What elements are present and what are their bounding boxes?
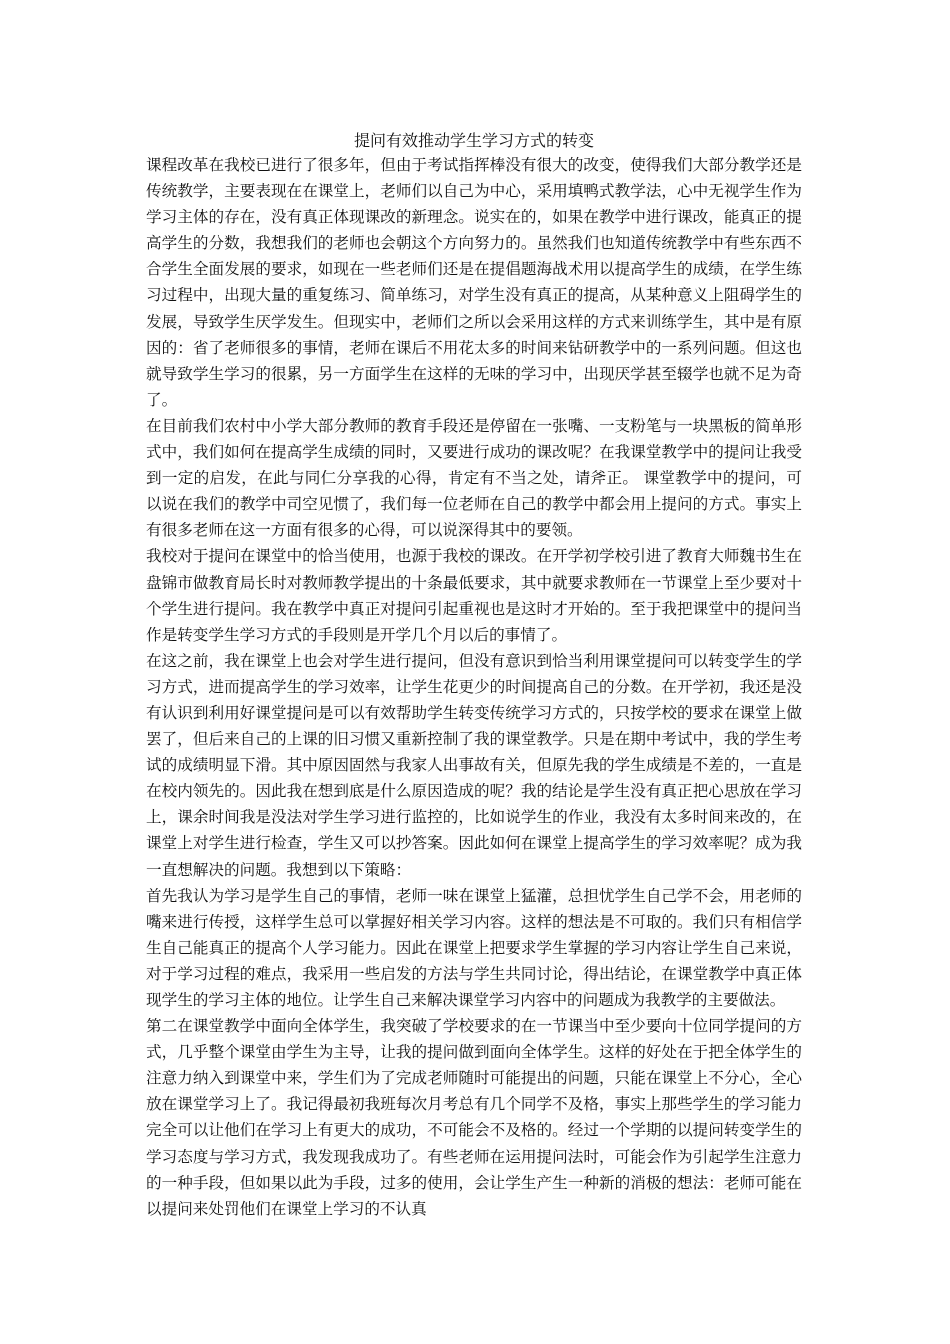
paragraph-4: 在这之前，我在课堂上也会对学生进行提问，但没有意识到恰当利用课堂提问可以转变学生的学习方式，进而提高学生的学习效率，让学生花更少的时间提高自己的分数。在开学初，我还是没有认识到利用好课堂提问是可以有效帮助学生转变传统学习方式的，只按学校的要求在课堂上做罢了，但后来自己的上课的旧习惯又重新控制了我的课堂教学。只是在期中考试中，我的学生考试的成绩明显下滑。其中原因固然与我家人出事故有关，但原先我的学生成绩是不差的，一直是在校内领先的。因此我在想到底是什么原因造成的呢？我的结论是学生没有真正把心思放在学习上，课余时间我是没法对学生学习进行监控的，比如说学生的作业，我没有太多时间来改的，在课堂上对学生进行检查，学生又可以抄答案。因此如何在课堂上提高学生的学习效率呢？成为我一直想解决的问题。我想到以下策略：: [146, 651, 802, 879]
paragraph-1: 课程改革在我校已进行了很多年，但由于考试指挥棒没有很大的改变，使得我们大部分教学还是传统教学，主要表现在在课堂上，老师们以自己为中心，采用填鸭式教学法，心中无视学生作为学习主体的存在，没有真正体现课改的新理念。说实在的，如果在教学中进行课改，能真正的提高学生的分数，我想我们的老师也会朝这个方向努力的。虽然我们也知道传统教学中有些东西不合学生全面发展的要求，如现在一些老师们还是在提倡题海战术用以提高学生的成绩，在学生练习过程中，出现大量的重复练习、简单练习，对学生没有真正的提高，从某种意义上阻碍学生的发展，导致学生厌学发生。但现实中，老师们之所以会采用这样的方式来训练学生，其中是有原因的：省了老师很多的事情，老师在课后不用花太多的时间来钻研教学中的一系列问题。但这也就导致学生学习的很累，另一方面学生在这样的无味的学习中，出现厌学甚至辍学也就不足为奇了。: [146, 156, 802, 409]
paragraph-3: 我校对于提问在课堂中的恰当使用，也源于我校的课改。在开学初学校引进了教育大师魏书生在盘锦市做教育局长时对教师教学提出的十条最低要求，其中就要求教师在一节课堂上至少要对十个学生进行提问。我在教学中真正对提问引起重视也是这时才开始的。至于我把课堂中的提问当作是转变学生学习方式的手段则是开学几个月以后的事情了。: [146, 547, 802, 644]
paragraph-5: 首先我认为学习是学生自己的事情，老师一味在课堂上猛灌，总担忧学生自己学不会，用老师的嘴来进行传授，这样学生总可以掌握好相关学习内容。这样的想法是不可取的。我们只有相信学生自己能真正的提高个人学习能力。因此在课堂上把要求学生掌握的学习内容让学生自己来说，对于学习过程的难点，我采用一些启发的方法与学生共同讨论，得出结论，在课堂教学中真正体现学生的学习主体的地位。让学生自己来解决课堂学习内容中的问题成为我教学的主要做法。: [146, 886, 802, 1009]
paragraph-2: 在目前我们农村中小学大部分教师的教育手段还是停留在一张嘴、一支粉笔与一块黑板的简单形式中，我们如何在提高学生成绩的同时，又要进行成功的课改呢？在我课堂教学中的提问让我受到一定的启发，在此与同仁分享我的心得，肯定有不当之处，请斧正。 课堂教学中的提问，可以说在我们的教学中司空见惯了，我们每一位老师在自己的教学中都会用上提问的方式。事实上有很多老师在这一方面有很多的心得，可以说深得其中的要领。: [146, 416, 802, 540]
paragraph-6: 第二在课堂教学中面向全体学生，我突破了学校要求的在一节课当中至少要向十位同学提问的方式，几乎整个课堂由学生为主导，让我的提问做到面向全体学生。这样的好处在于把全体学生的注意力纳入到课堂中来，学生们为了完成老师随时可能提出的问题，只能在课堂上不分心，全心放在课堂学习上了。我记得最初我班每次月考总有几个同学不及格，事实上那些学生的学习能力完全可以让他们在学习上有更大的成功，不可能会不及格的。经过一个学期的以提问转变学生的学习态度与学习方式，我发现我成功了。有些老师在运用提问法时，可能会作为引起学生注意力的一种手段，但如果以此为手段，过多的使用，会让学生产生一种新的消极的想法：老师可能在以提问来处罚他们在课堂上学习的不认真: [146, 1017, 802, 1218]
document-body: [146, 152, 802, 1222]
document-title: 提问有效推动学生学习方式的转变: [353, 131, 594, 150]
